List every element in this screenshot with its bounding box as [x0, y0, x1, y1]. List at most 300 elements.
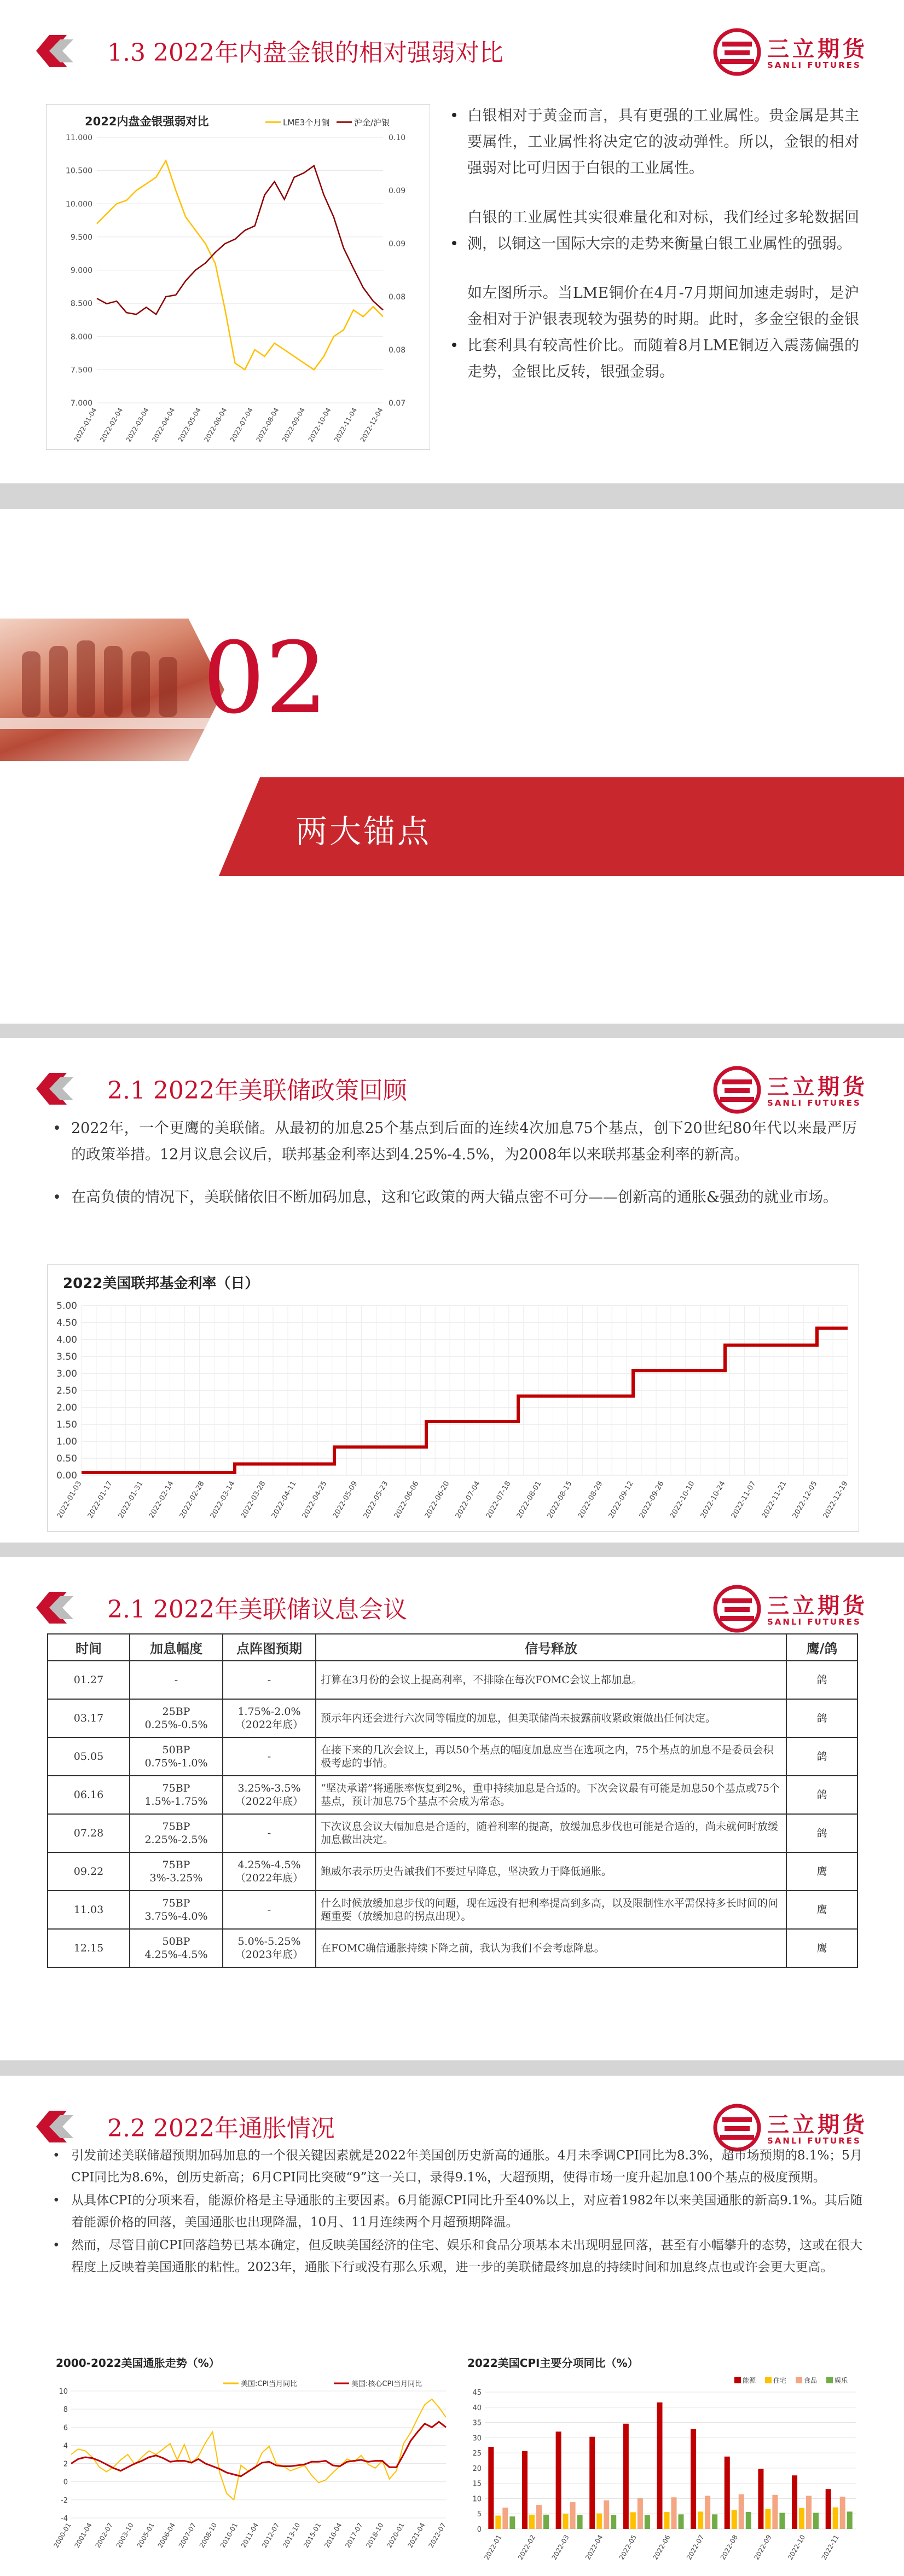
col-header: 点阵图预期 [223, 1634, 316, 1661]
y-tick-right: 0.08 [389, 293, 406, 302]
y-tick: -4 [61, 2515, 68, 2523]
section-marker-icon [34, 1070, 89, 1108]
bar-住宅 [799, 2508, 804, 2529]
bar-能源 [556, 2431, 561, 2529]
y-tick: 2 [63, 2460, 68, 2469]
gold-silver-chart-svg [47, 105, 430, 449]
cpi-components-chart-svg [461, 2354, 864, 2572]
cell-dot [223, 1891, 316, 1929]
cell-dot [223, 1814, 316, 1852]
x-tick: 2022-11-04 [333, 406, 359, 443]
bar-能源 [725, 2457, 730, 2529]
legend-label-cpi: 美国:CPI当月同比 [241, 2380, 298, 2388]
cell-dot [223, 1776, 316, 1814]
slide-section-02 [0, 509, 904, 1024]
bar-能源 [657, 2402, 663, 2529]
x-tick: 2022-02-14 [147, 1480, 176, 1520]
bar-住宅 [833, 2508, 838, 2529]
bar-住宅 [698, 2511, 703, 2529]
brand-logo [712, 26, 871, 79]
cell-hike-line: 75BP [162, 1897, 190, 1909]
section-number: 02 [202, 621, 328, 736]
cell-signal: 在FOMC确信通胀持续下降之前，我认为我们不会考虑降息。 [316, 1929, 786, 1967]
cell-dot [223, 1699, 316, 1737]
col-header: 信号释放 [316, 1634, 786, 1661]
x-tick: 2021-04 [406, 2521, 427, 2549]
x-tick: 2022-12-19 [821, 1480, 850, 1520]
bar-娱乐 [746, 2512, 751, 2529]
y-tick: 40 [472, 2404, 482, 2412]
table-row [48, 1814, 857, 1852]
col-header: 时间 [48, 1634, 130, 1661]
cell-signal: 预示年内还会进行六次同等幅度的加息，但美联储尚未披露前收紧政策做出任何决定。 [316, 1699, 786, 1737]
bar-娱乐 [509, 2516, 515, 2529]
x-tick: 2022-07-04 [228, 406, 254, 443]
analysis-para-2: 白银的工业属性其实很难量化和对标，我们经过多轮数据回测，以铜这一国际大宗的走势来衡量白银工业属性的强弱。 [467, 209, 859, 252]
cell-stance: 鸽 [786, 1699, 857, 1737]
table-header-row [48, 1634, 857, 1661]
bar-食品 [739, 2494, 744, 2529]
y-tick: 6 [63, 2424, 68, 2433]
x-tick: 2017-07 [344, 2521, 364, 2549]
brand-name: 三立期货 [767, 1075, 868, 1100]
y-tick: 2.00 [56, 1402, 77, 1413]
cell-hike [130, 1891, 223, 1929]
x-tick: 2022-09 [752, 2533, 773, 2561]
fed-bullet-2: • 在高负债的情况下，美联储依旧不断加码加息，这和它政策的两大锚点密不可分——创新高的通胀&强劲的就业市场。 [53, 1185, 857, 1211]
series-line-copper [97, 160, 383, 369]
cell-hike [130, 1852, 223, 1891]
bar-住宅 [529, 2515, 535, 2529]
brand-name: 三立期货 [767, 2112, 868, 2138]
x-tick: 2022-11-21 [760, 1480, 789, 1520]
x-tick: 2022-01-03 [55, 1480, 84, 1520]
bar-娱乐 [679, 2514, 684, 2529]
table-row [48, 1737, 857, 1776]
inflation-trend-chart-svg [49, 2354, 454, 2572]
x-tick: 2006-04 [156, 2521, 177, 2549]
cell-date: 01.27 [48, 1661, 130, 1699]
x-tick: 2022-04-04 [150, 406, 177, 443]
x-tick: 2022-07 [427, 2521, 448, 2549]
y-tick-left: 7.000 [70, 399, 92, 408]
brand-name: 三立期货 [767, 1593, 868, 1619]
cell-hike-line: 75BP [162, 1859, 190, 1871]
y-tick-right: 0.08 [389, 346, 406, 355]
bar-食品 [840, 2497, 845, 2529]
y-tick: 1.00 [56, 1436, 77, 1447]
y-tick: 10 [472, 2495, 482, 2504]
x-tick: 2022-01 [483, 2533, 503, 2561]
cell-hike-line: 0.25%-0.5% [144, 1719, 208, 1731]
slide-gold-silver [0, 0, 904, 483]
brand-logo [712, 1064, 871, 1117]
slide-inflation [0, 2076, 904, 2576]
cell-signal: 什么时候放缓加息步伐的问题，现在远没有把利率提高到多高，以及限制性水平需保持多长时间的问题重要（放缓加息的拐点出现）。 [316, 1891, 786, 1929]
cell-hike-line: 0.75%-1.0% [144, 1757, 208, 1769]
cell-stance: 鸽 [786, 1814, 857, 1852]
y-tick: -2 [61, 2496, 68, 2505]
x-tick: 2005-01 [135, 2521, 156, 2549]
brand-logo [712, 1583, 871, 1636]
y-tick-left: 10.500 [66, 166, 92, 176]
fed-bullets [53, 1116, 857, 1227]
legend-label-copper: LME3个月铜 [283, 118, 330, 128]
cell-signal: 打算在3月份的会议上提高利率，不排除在每次FOMC会议上都加息。 [316, 1661, 786, 1699]
table-row [48, 1661, 857, 1699]
bar-娱乐 [712, 2514, 717, 2529]
cell-date: 07.28 [48, 1814, 130, 1852]
cell-hike-line: 1.5%-1.75% [144, 1795, 208, 1807]
cell-dot-line: 5.0%-5.25% [237, 1936, 301, 1948]
y-tick: 3.00 [56, 1368, 77, 1379]
cell-dot-line: - [267, 1751, 271, 1763]
cell-signal: 在接下来的几次会议上，再以50个基点的幅度加息应当在选项之内，75个基点的加息不是委员会积极考虑的事情。 [316, 1737, 786, 1776]
cell-dot-line: （2022年底） [235, 1872, 304, 1884]
bullet-dot: • [450, 337, 459, 354]
cell-dot [223, 1929, 316, 1967]
brand-emblem-icon [712, 27, 762, 77]
brand-emblem-icon [712, 1584, 762, 1633]
x-tick: 2022-06 [651, 2533, 672, 2561]
x-tick: 2011-04 [239, 2521, 260, 2549]
y-tick: 35 [472, 2419, 482, 2428]
analysis-para-1: 白银相对于黄金而言，具有更强的工业属性。贵金属是其主要属性，工业属性将决定它的波动弹性。所以，金银的相对强弱对比可归因于白银的工业属性。 [467, 107, 859, 177]
cell-hike-line: 3.75%-4.0% [144, 1910, 208, 1922]
x-tick: 2022-03-28 [239, 1480, 268, 1520]
legend-label: 食品 [804, 2377, 818, 2384]
x-tick: 2013-10 [281, 2521, 302, 2549]
x-tick: 2022-07-18 [484, 1480, 513, 1520]
x-tick: 2020-01 [385, 2521, 406, 2549]
cell-signal: “坚决承诺”将通胀率恢复到2%，重申持续加息是合适的。下次会议最有可能是加息50个基点或75个基点，预计加息75个基点不会成为常态。 [316, 1776, 786, 1814]
cell-dot [223, 1737, 316, 1776]
y-tick: 4.50 [56, 1318, 77, 1329]
cell-dot [223, 1852, 316, 1891]
y-tick: 5.00 [56, 1301, 77, 1312]
x-tick: 2022-04 [584, 2533, 605, 2561]
page-title: 2.2 2022年通胀情况 [107, 2115, 335, 2142]
bar-食品 [570, 2502, 576, 2529]
x-tick: 2022-07 [685, 2533, 706, 2561]
x-tick: 2022-08 [718, 2533, 739, 2561]
cell-hike-line: 3%-3.25% [149, 1872, 203, 1884]
y-tick: 10 [59, 2388, 68, 2396]
x-tick: 2022-08-04 [254, 406, 281, 443]
table-row [48, 1699, 857, 1737]
legend-label-core: 美国:核心CPI当月同比 [351, 2380, 422, 2388]
section-marker-icon [34, 32, 89, 70]
cell-dot [223, 1661, 316, 1699]
chart-title: 2022美国CPI主要分项同比（%） [467, 2356, 639, 2370]
x-tick: 2022-06-04 [202, 406, 229, 443]
bar-娱乐 [577, 2515, 583, 2529]
slide-fomc-meetings [0, 1557, 904, 2060]
bar-能源 [589, 2437, 595, 2529]
gold-silver-chart [46, 104, 430, 450]
fed-rate-chart-svg [48, 1265, 859, 1531]
cell-hike-line: 50BP [162, 1936, 190, 1948]
x-tick: 2022-01-17 [86, 1480, 114, 1520]
bar-住宅 [630, 2512, 636, 2529]
x-tick: 2022-03 [550, 2533, 571, 2561]
cell-signal: 下次议息会议大幅加息是合适的，随着利率的提高，放缓加息步伐也可能是合适的，尚未就何时放缓加息做出决定。 [316, 1814, 786, 1852]
cell-hike-line: 75BP [162, 1782, 190, 1794]
x-tick: 2022-03-04 [124, 406, 150, 443]
x-tick: 2022-06-20 [423, 1480, 451, 1520]
cell-hike-line: - [174, 1674, 178, 1686]
x-tick: 2022-02 [516, 2533, 537, 2561]
y-tick-right: 0.10 [389, 134, 406, 142]
cell-stance: 鹰 [786, 1891, 857, 1929]
cell-dot-line: 4.25%-4.5% [237, 1859, 301, 1871]
y-tick-right: 0.07 [389, 399, 406, 408]
cell-hike [130, 1699, 223, 1737]
y-tick: 20 [472, 2464, 482, 2473]
x-tick: 2022-05-09 [331, 1480, 360, 1520]
y-tick: 0.00 [56, 1470, 77, 1481]
inflation-bullet-2: • 从具体CPI的分项来看，能源价格是主导通胀的主要因素。6月能源CPI同比升至40%以上，对应着1982年以来美国通胀的新高9.1%。其后随着能源价格的回落，美国通胀也出现降温，10月、11月连续两个月超预期降温。 [53, 2190, 862, 2233]
bar-娱乐 [543, 2515, 549, 2529]
x-tick: 2022-09-26 [638, 1480, 666, 1520]
bar-娱乐 [813, 2513, 819, 2529]
col-header: 鹰/鸽 [786, 1634, 857, 1661]
y-tick-right: 0.09 [389, 187, 406, 195]
y-tick: 15 [472, 2480, 482, 2488]
cell-date: 09.22 [48, 1852, 130, 1891]
x-tick: 2022-05-04 [176, 406, 202, 443]
y-tick: 4.00 [56, 1335, 77, 1345]
x-tick: 2022-10-10 [668, 1480, 697, 1520]
bar-住宅 [664, 2512, 670, 2529]
bar-食品 [671, 2497, 677, 2529]
x-tick: 2001-04 [73, 2521, 94, 2549]
cell-stance: 鹰 [786, 1929, 857, 1967]
brand-name: 三立期货 [767, 37, 868, 62]
table-row [48, 1852, 857, 1891]
section-marker-icon [34, 2107, 89, 2146]
cell-dot-line: - [267, 1904, 271, 1916]
x-tick: 2015-01 [302, 2521, 323, 2549]
x-tick: 2010-01 [218, 2521, 240, 2549]
y-tick-left: 7.500 [70, 366, 92, 375]
x-tick: 2000-01 [52, 2521, 73, 2549]
x-tick: 2012-07 [260, 2521, 281, 2549]
cell-date: 05.05 [48, 1737, 130, 1776]
series-line-cpi [71, 2399, 446, 2500]
y-tick: 0 [63, 2478, 68, 2487]
y-tick: 45 [472, 2389, 482, 2397]
analysis-para-3: 如左图所示。当LME铜价在4月-7月期间加速走弱时，是沪金相对于沪银表现较为强势的时期。此时，多金空银的金银比套利具有较高性价比。而随着8月LME铜迈入震荡偏强的走势，金银比反转，银强金弱。 [467, 285, 859, 380]
bar-住宅 [563, 2514, 569, 2529]
chart-title: 2000-2022美国通胀走势（%） [56, 2356, 220, 2370]
x-tick: 2022-11-07 [729, 1480, 758, 1520]
y-tick: 4 [63, 2442, 68, 2451]
cell-dot-line: （2022年底） [235, 1795, 304, 1807]
bar-娱乐 [847, 2511, 853, 2529]
section-title: 两大锚点 [295, 813, 432, 850]
cell-hike-line: 25BP [162, 1706, 190, 1718]
y-tick: 25 [472, 2450, 482, 2458]
bar-食品 [705, 2496, 710, 2529]
x-tick: 2022-09-12 [607, 1480, 635, 1520]
cell-stance: 鹰 [786, 1852, 857, 1891]
bar-娱乐 [645, 2515, 650, 2529]
page-title: 1.3 2022年内盘金银的相对强弱对比 [107, 39, 503, 67]
cell-dot-line: 3.25%-3.5% [237, 1782, 301, 1794]
x-tick: 2016-04 [323, 2521, 344, 2549]
brand-sub: SANLI FUTURES [767, 2136, 861, 2146]
y-tick-left: 10.000 [66, 200, 92, 209]
cell-stance: 鸽 [786, 1661, 857, 1699]
x-tick: 2022-09-04 [280, 406, 306, 443]
bar-食品 [604, 2500, 609, 2529]
fomc-table [47, 1633, 858, 1968]
x-tick: 2022-08-29 [576, 1480, 605, 1520]
bar-娱乐 [779, 2513, 785, 2529]
y-tick: 0.50 [56, 1453, 77, 1464]
y-tick-left: 8.500 [70, 299, 92, 309]
analysis-text [449, 103, 859, 385]
chart-title: 2022美国联邦基金利率（日） [63, 1275, 259, 1292]
cell-dot-line: - [267, 1827, 271, 1839]
cell-date: 03.17 [48, 1699, 130, 1737]
y-tick: 30 [472, 2434, 482, 2443]
bar-住宅 [765, 2509, 770, 2529]
legend-label: 住宅 [773, 2377, 787, 2384]
cell-hike-line: 2.25%-2.5% [144, 1834, 208, 1846]
bar-食品 [806, 2496, 812, 2529]
bar-食品 [638, 2498, 643, 2529]
section-photo [0, 619, 224, 761]
brand-sub: SANLI FUTURES [767, 60, 861, 70]
y-tick: 5 [477, 2510, 482, 2519]
y-tick: 3.50 [56, 1351, 77, 1362]
cell-hike [130, 1814, 223, 1852]
cell-dot-line: （2023年底） [235, 1949, 304, 1961]
y-tick: 1.50 [56, 1419, 77, 1430]
brand-sub: SANLI FUTURES [767, 1617, 861, 1627]
section-marker-icon [34, 1589, 89, 1627]
cell-date: 11.03 [48, 1891, 130, 1929]
cell-hike [130, 1776, 223, 1814]
bar-能源 [758, 2469, 763, 2529]
chart-title: 2022内盘金银强弱对比 [85, 115, 209, 128]
cell-dot-line: 1.75%-2.0% [237, 1706, 301, 1718]
bar-能源 [488, 2447, 494, 2529]
x-tick: 2022-10-24 [699, 1480, 727, 1520]
cell-stance: 鸽 [786, 1776, 857, 1814]
x-tick: 2022-07-04 [454, 1480, 482, 1520]
x-tick: 2022-08-01 [515, 1480, 543, 1520]
bar-娱乐 [611, 2515, 616, 2529]
bar-能源 [691, 2429, 696, 2529]
bar-食品 [772, 2495, 778, 2529]
page-title: 2.1 2022年美联储议息会议 [107, 1596, 407, 1624]
bar-食品 [502, 2508, 508, 2529]
series-line-core [71, 2422, 446, 2476]
cell-date: 12.15 [48, 1929, 130, 1967]
cell-hike-line: 4.25%-4.5% [144, 1949, 208, 1961]
x-tick: 2022-02-28 [178, 1480, 206, 1520]
legend-label: 娱乐 [835, 2377, 848, 2384]
x-tick: 2022-04-25 [300, 1480, 329, 1520]
bullet-dot: • [450, 235, 459, 252]
bar-住宅 [495, 2516, 501, 2529]
y-tick-right: 0.09 [389, 240, 406, 249]
brand-sub: SANLI FUTURES [767, 1098, 861, 1108]
bar-住宅 [596, 2514, 602, 2529]
y-tick-left: 9.000 [70, 266, 92, 275]
cell-signal: 鲍威尔表示历史告诫我们不要过早降息，坚决致力于降低通胀。 [316, 1852, 786, 1891]
legend-label-ratio: 沪金/沪银 [354, 118, 390, 128]
x-tick: 2022-10 [786, 2533, 807, 2561]
bullet-dot: • [450, 107, 459, 124]
x-tick: 2022-01-31 [117, 1480, 145, 1520]
cell-hike [130, 1737, 223, 1776]
bar-能源 [792, 2475, 797, 2529]
cell-stance: 鸽 [786, 1737, 857, 1776]
slide-fed-review [0, 1038, 904, 1543]
cell-dot-line: - [267, 1674, 271, 1686]
x-tick: 2002-07 [94, 2521, 114, 2549]
bar-住宅 [732, 2510, 737, 2529]
y-tick: 0 [477, 2526, 482, 2534]
x-tick: 2022-04-11 [270, 1480, 298, 1520]
brand-emblem-icon [712, 1065, 762, 1114]
inflation-bullet-1: • 引发前述美联储超预期加码加息的一个很关键因素就是2022年美国创历史新高的通胀。4月未季调CPI同比为8.3%，超市场预期的8.1%；5月CPI同比为8.6%，创历史新高；6月CPI同比突破“9”这一关口，录得9.1%，大超预期，使得市场一度升起加息100个基点的极度预期。 [53, 2145, 862, 2188]
x-tick: 2022-05 [617, 2533, 638, 2561]
x-tick: 2022-12-05 [791, 1480, 819, 1520]
legend-swatch [765, 2377, 772, 2383]
x-tick: 2007-07 [177, 2521, 198, 2549]
cell-hike-line: 50BP [162, 1744, 190, 1756]
y-tick: 8 [63, 2406, 68, 2415]
x-tick: 2022-05-23 [362, 1480, 390, 1520]
x-tick: 2022-06-06 [392, 1480, 421, 1520]
cell-date: 06.16 [48, 1776, 130, 1814]
x-tick: 2022-12-04 [358, 406, 385, 443]
legend-label: 能源 [743, 2377, 756, 2384]
x-tick: 2022-08-15 [546, 1480, 574, 1520]
x-tick: 2003-10 [114, 2521, 135, 2549]
x-tick: 2008-10 [198, 2521, 218, 2549]
cpi-components-chart [461, 2354, 864, 2572]
x-tick: 2022-02-04 [98, 406, 125, 443]
y-tick: 2.50 [56, 1385, 77, 1396]
legend-swatch [734, 2377, 741, 2383]
page-title: 2.1 2022年美联储政策回顾 [107, 1077, 407, 1105]
cell-hike-line: 75BP [162, 1821, 190, 1833]
cell-dot-line: （2022年底） [235, 1719, 304, 1731]
bar-食品 [536, 2505, 542, 2529]
x-tick: 2022-10-04 [306, 406, 333, 443]
table-row [48, 1776, 857, 1814]
fed-bullet-1: • 2022年，一个更鹰的美联储。从最初的加息25个基点到后面的连续4次加息75个基点，创下20世纪80年代以来最严厉的政策举措。12月议息会议后，联邦基金利率达到4.25%-4.5%，为2008年以来联邦基金利率的新高。 [53, 1116, 857, 1168]
cell-hike [130, 1661, 223, 1699]
y-tick-left: 8.000 [70, 332, 92, 342]
x-tick: 2018-10 [364, 2521, 385, 2549]
x-tick: 2022-03-14 [208, 1480, 237, 1520]
inflation-bullet-3: • 然而，尽管目前CPI回落趋势已基本确定，但反映美国经济的住宅、娱乐和食品分项基本未出现明显回落，甚至有小幅攀升的态势，这或在很大程度上反映着美国通胀的粘性。2023年，通胀下行或没有那么乐观，进一步的美联储最终加息的持续时间和加息终点也或许会更大更高。 [53, 2234, 862, 2278]
cell-hike [130, 1929, 223, 1967]
legend-swatch [796, 2377, 802, 2383]
bar-能源 [522, 2451, 528, 2529]
fed-rate-chart [47, 1264, 859, 1532]
y-tick-left: 9.500 [70, 233, 92, 242]
inflation-bullets [53, 2145, 862, 2279]
bar-能源 [623, 2424, 629, 2529]
